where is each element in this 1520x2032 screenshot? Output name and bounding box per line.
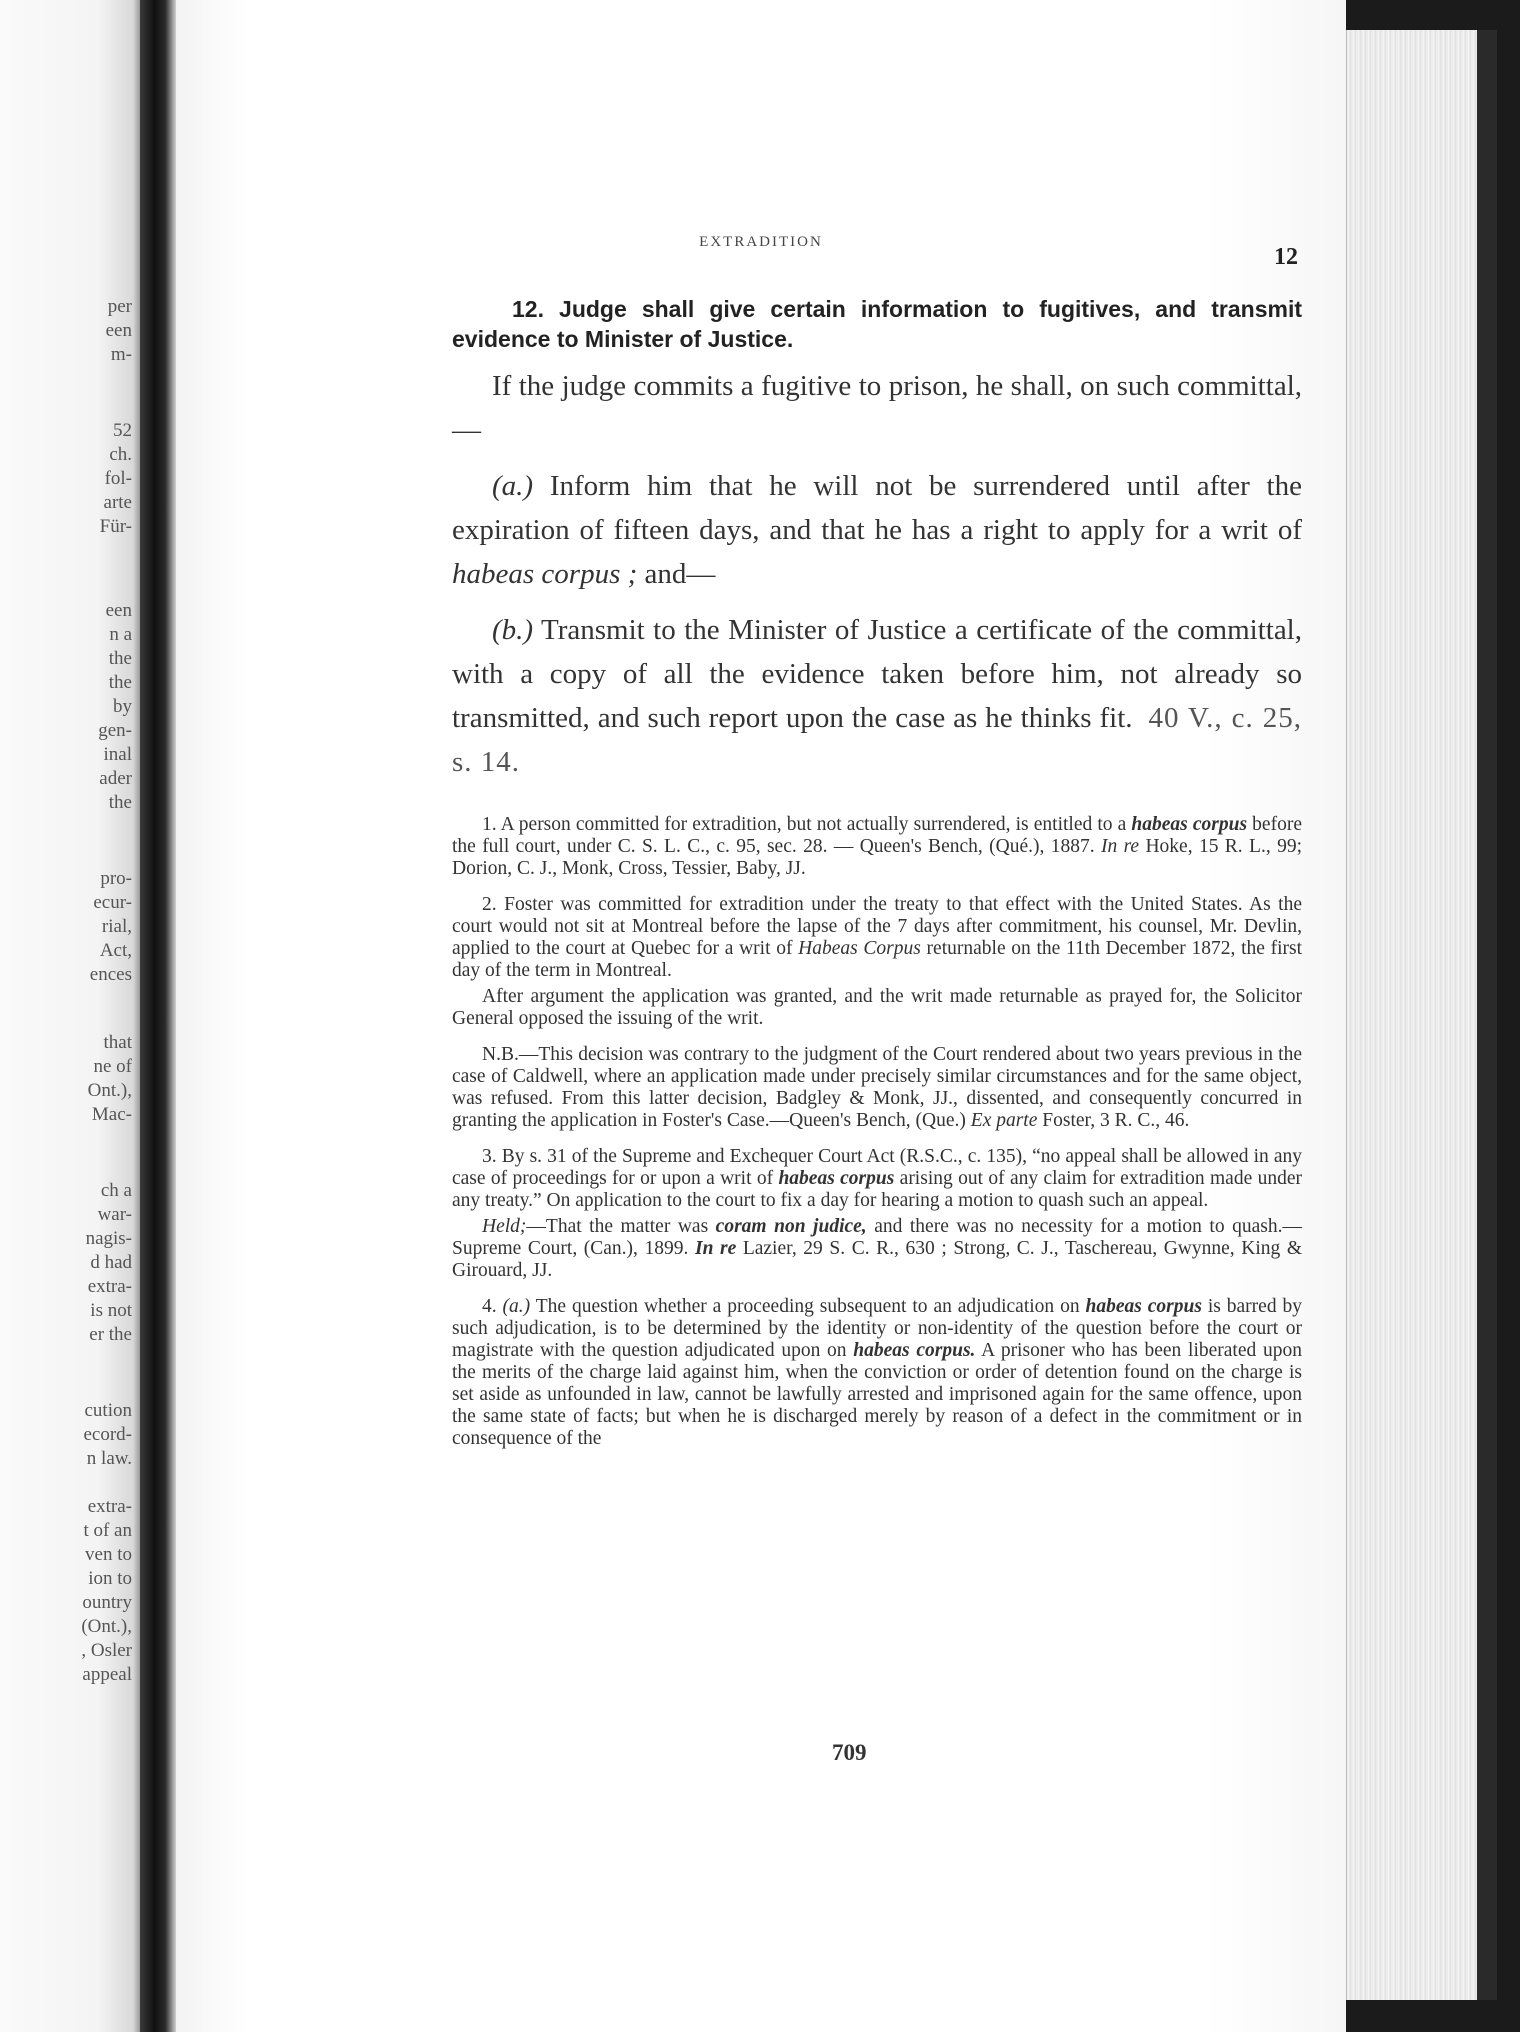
left-page-fragment: inal [103,744,132,765]
left-page-fragment: arte [103,492,132,513]
note-2 [452,894,1302,982]
left-page-fragment: extra- [87,1496,132,1517]
left-page-fragment: ader [99,768,132,789]
note-4-italic: habeas corpus [1085,1296,1202,1317]
clause-a-text: Inform him that he will not be surrendered until after the expiration of fifteen days, and that he has a right to apply for a writ of [452,470,1302,546]
page-block-edge [1346,30,1477,2000]
note-1 [452,814,1302,880]
left-page-fragment: per [107,296,132,317]
statute-clause-a [452,464,1302,596]
note-4 [452,1296,1302,1450]
left-page-fragment: Ont.), [87,1080,132,1101]
section-heading: 12. Judge shall give certain information to fugitives, and transmit evidence to Minister of Justice. [452,296,1302,352]
note-nb-italic: Ex parte [970,1110,1038,1131]
left-page-fragment: nagis- [85,1228,132,1249]
note-1-italic-2: In re [1100,836,1140,857]
note-3-held-italic-2: In re [694,1238,737,1259]
left-page-fragment: the [108,672,132,693]
left-page-fragment: Act, [99,940,132,961]
note-3-italic: habeas corpus [778,1168,895,1189]
left-page-fragment: 52 [113,420,132,441]
left-page-fragment: by [113,696,132,717]
left-page-fragment: that [103,1032,132,1053]
note-4-text: The question whether a proceeding subsequent to an adjudication on [530,1296,1086,1317]
left-page-fragment: ch. [109,444,132,465]
statute-clause-b [452,608,1302,784]
left-page-fragment: pro- [100,868,132,889]
book-gutter [140,0,176,2032]
clause-b-text: Transmit to the Minister of Justice a certificate of the committal, with a copy of all the evidence taken before him, not already so transmitted, and such report upon the case as he thinks fit. [452,614,1302,734]
note-3-held-label: Held; [482,1216,527,1237]
left-page-fragment: n a [109,624,132,645]
left-page-fragment: t of an [83,1520,132,1541]
note-3-held [452,1216,1302,1282]
left-page-fragment: een [105,320,132,341]
note-4-label: (a.) [502,1296,531,1317]
page-folio: 709 [832,1740,867,1765]
note-4-italic-2: habeas corpus. [853,1340,976,1361]
left-page-fragment: ences [89,964,132,985]
note-nb [452,1044,1302,1132]
note-2-text-2: returnable on the 11th December 1872, the first day of the term in Montreal. [452,938,1302,981]
left-page-edge [0,0,140,2032]
page-body [452,294,1302,1464]
left-page-fragment: (Ont.), [81,1616,132,1637]
clause-a-tail: and— [637,558,716,590]
note-2-italic: Habeas Corpus [798,938,921,959]
left-page-fragment: ecur- [93,892,132,913]
note-1-text: 1. A person committed for extradition, but not actually surrendered, is entitled to a [482,814,1132,835]
note-3 [452,1146,1302,1212]
left-page-fragment: ne of [93,1056,132,1077]
note-3-held-text: —That the matter was [526,1216,716,1237]
clause-a-label: (a.) [492,470,534,502]
left-page-fragment: is not [90,1300,132,1321]
left-page-fragment: the [108,648,132,669]
note-2-continued: After argument the application was granted, and the writ made returnable as prayed for, the Solicitor General opposed the issuing of the writ. [452,986,1302,1029]
note-1-italic: habeas corpus [1131,814,1248,835]
left-page-fragment: ven to [85,1544,132,1565]
note-4-text-3: A prisoner who has been liberated upon the merits of the charge laid against him, when the conviction or order of detention found on the charge is set aside as unfounded in law, cannot be lawfully arrested and imprisoned again for the same offence, upon the same state of facts; but when he is discharged merely by reason of a defect in the commitment or in consequence of the [452,1340,1302,1449]
note-4-num: 4. [482,1296,503,1317]
note-3-text: 3. By s. 31 of the Supreme and Exchequer Court Act (R.S.C., c. 135), “no appeal shall be allowed in any case of proceedings for or upon a writ of [452,1146,1302,1189]
left-page-fragment: Mac- [91,1104,132,1125]
left-page-fragment: er the [89,1324,132,1345]
statute-citation: 40 V., c. 25, s. 14. [452,702,1302,778]
left-page-fragment: een [105,600,132,621]
left-page-fragment: m- [110,344,132,365]
book-page [176,0,1346,2032]
left-page-fragment: gen- [98,720,132,741]
note-4-text-2: is barred by such adjudication, is to be determined by the identity or non-identity of the question before the court or magistrate with the question adjudicated upon on [452,1296,1302,1361]
left-page-fragment: extra- [87,1276,132,1297]
left-page-fragment: ecord- [83,1424,132,1445]
annotations [452,814,1302,1450]
note-3-text-2: arising out of any claim for extradition made under any treaty.” On application to the court to fix a day for hearing a motion to quash such an appeal. [452,1168,1302,1211]
left-page-fragment: ountry [82,1592,132,1613]
left-page-fragment: ch a [100,1180,132,1201]
note-2-text: 2. Foster was committed for extradition under the treaty to that effect with the United States. As the court would not sit at Montreal before the lapse of the 7 days after commitment, his counsel, Mr. Devlin, applied to the court at Quebec for a writ of [452,894,1302,959]
statute-intro: If the judge commits a fugitive to prison, he shall, on such committal,— [452,370,1302,446]
clause-b-label: (b.) [492,614,534,646]
note-1-text-2: before the full court, under C. S. L. C., c. 95, sec. 28. — Queen's Bench, (Qué.), 1887. [452,814,1302,857]
left-page-fragment: n law. [86,1448,132,1469]
note-nb-text: N.B.—This decision was contrary to the judgment of the Court rendered about two years previous in the case of Caldwell, where an application made under precisely similar circumstances and for the same object, was refused. From this latter decision, Badgley & Monk, JJ., dissented, and consequently concurred in granting the application in Foster's Case.—Queen's Bench, (Que.) [452,1044,1302,1131]
left-page-fragment: war- [97,1204,132,1225]
left-page-fragment: fol- [104,468,132,489]
running-head: EXTRADITION [699,234,823,250]
left-page-fragment: Für- [99,516,132,537]
section-number: 12 [1274,244,1298,270]
left-page-fragment: ion to [88,1568,132,1589]
left-page-fragment: appeal [82,1664,132,1685]
left-page-fragment: cution [84,1400,132,1421]
note-3-held-italic: coram non judice, [715,1216,867,1237]
left-page-fragment: the [108,792,132,813]
note-3-held-text-2: and there was no necessity for a motion to quash.—Supreme Court, (Can.), 1899. [452,1216,1302,1259]
clause-a-italic: habeas corpus ; [452,558,638,590]
left-page-fragment: rial, [101,916,132,937]
note-nb-text-2: Foster, 3 R. C., 46. [1037,1110,1190,1131]
note-1-text-3: Hoke, 15 R. L., 99; Dorion, C. J., Monk, Cross, Tessier, Baby, JJ. [452,836,1302,879]
left-page-fragment: , Osler [81,1640,132,1661]
left-page-fragment: d had [90,1252,132,1273]
note-3-held-text-3: Lazier, 29 S. C. R., 630 ; Strong, C. J., Taschereau, Gwynne, King & Girouard, JJ. [452,1238,1302,1281]
